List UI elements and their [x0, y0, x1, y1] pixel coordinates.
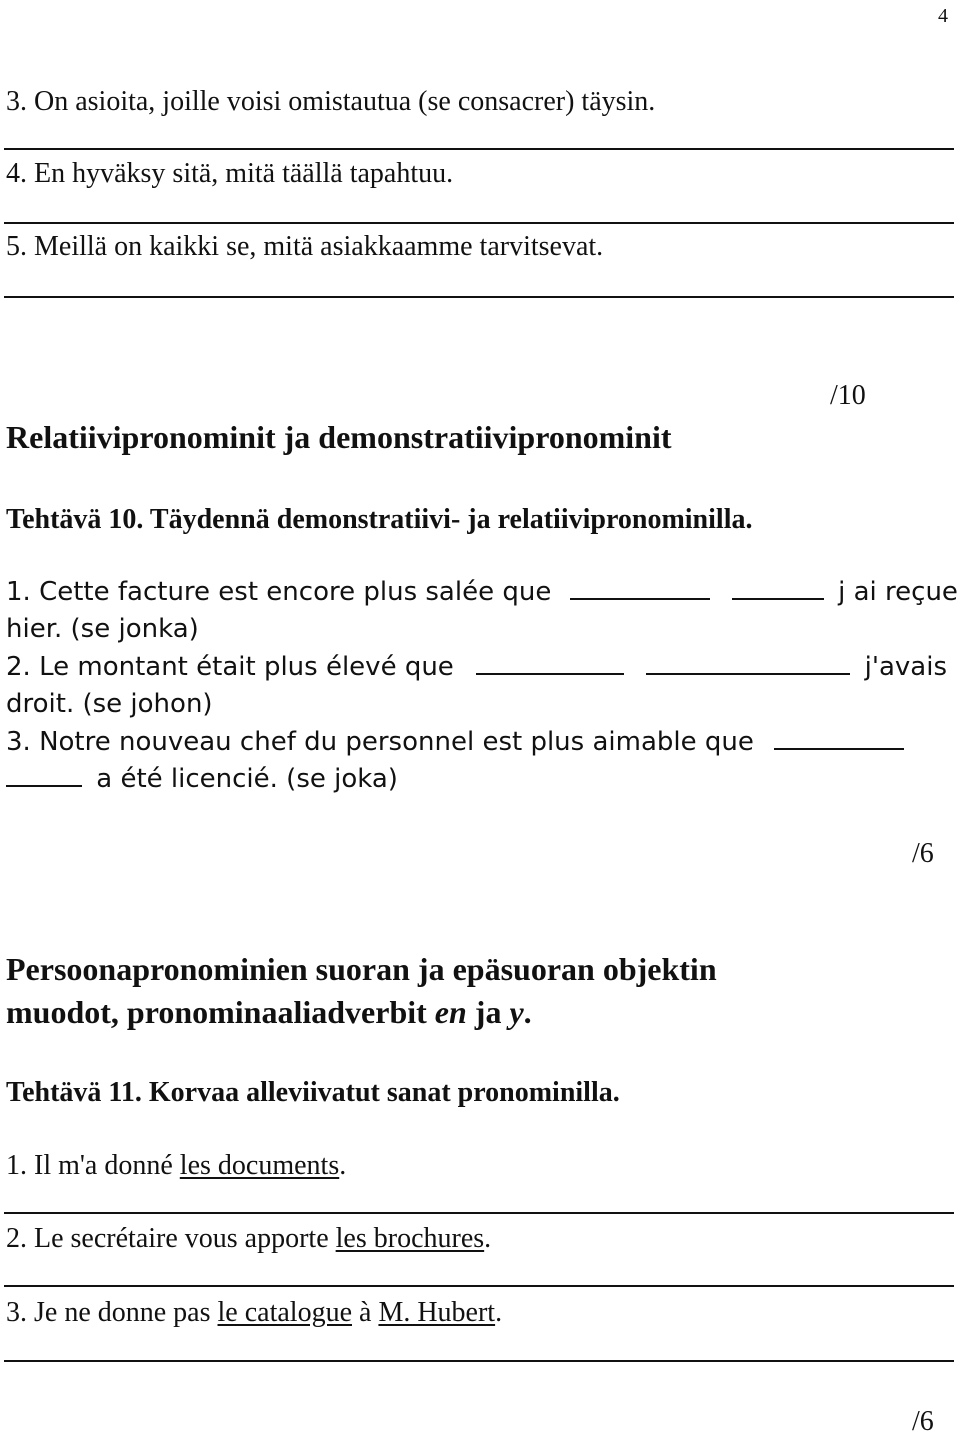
- section-title: Persoonapronominien suoran ja epäsuoran objektin: [6, 951, 717, 987]
- fill-item-1-continuation: hier. (se jonka): [6, 614, 199, 644]
- task-title: Tehtävä 11. Korvaa alleviivatut sanat pronominilla.: [6, 1077, 620, 1108]
- section-score: /6: [912, 838, 934, 869]
- exercise-item-4: 4. En hyväksy sitä, mitä täällä tapahtuu.: [6, 158, 454, 189]
- exercise-item-3: 3. Je ne donne pas le catalogue à M. Hubert.: [6, 1297, 503, 1328]
- underlined-phrase: M. Hubert: [378, 1297, 496, 1328]
- blank-field[interactable]: [570, 597, 710, 600]
- fill-item-text: 2. Le montant était plus élevé que: [6, 652, 454, 682]
- underlined-phrase: les brochures: [335, 1223, 485, 1254]
- fill-item-text: a été licencié. (se joka): [96, 764, 398, 794]
- fill-item-2: [6, 651, 947, 683]
- fill-item-text: j ai reçue: [838, 577, 958, 607]
- underlined-phrase: les documents: [179, 1150, 340, 1181]
- section-score: /6: [912, 1406, 934, 1437]
- fill-item-1: [6, 576, 958, 608]
- fill-item-3: [6, 726, 904, 758]
- blank-field[interactable]: [6, 784, 82, 787]
- blank-field[interactable]: [732, 597, 824, 600]
- underlined-phrase: le catalogue: [217, 1297, 352, 1328]
- section-title: Relatiivipronominit ja demonstratiivipronominit: [6, 419, 672, 455]
- fill-item-3-continuation: [6, 763, 398, 795]
- answer-line: [4, 296, 954, 298]
- exercise-item-5: 5. Meillä on kaikki se, mitä asiakkaamme tarvitsevat.: [6, 231, 604, 262]
- task-title: Tehtävä 10. Täydennä demonstratiivi- ja relatiivipronominilla.: [6, 504, 753, 535]
- section-title-line2: muodot, pronominaaliadverbit en ja y.: [6, 994, 532, 1030]
- exercise-item-2: 2. Le secrétaire vous apporte les brochures.: [6, 1223, 492, 1254]
- blank-field[interactable]: [476, 672, 624, 675]
- blank-field[interactable]: [646, 672, 850, 675]
- fill-item-text: 1. Cette facture est encore plus salée que: [6, 577, 552, 607]
- answer-line: [4, 1285, 954, 1287]
- fill-item-text: j'avais: [864, 652, 948, 682]
- answer-line: [4, 148, 954, 150]
- exercise-item-1: 1. Il m'a donné les documents.: [6, 1150, 347, 1181]
- answer-line: [4, 222, 954, 224]
- exercise-item-3: 3. On asioita, joille voisi omistautua (se consacrer) täysin.: [6, 86, 656, 117]
- answer-line: [4, 1360, 954, 1362]
- answer-line: [4, 1212, 954, 1214]
- page-number: 4: [938, 5, 948, 27]
- section-score: /10: [830, 380, 866, 411]
- fill-item-text: 3. Notre nouveau chef du personnel est plus aimable que: [6, 727, 754, 757]
- fill-item-2-continuation: droit. (se johon): [6, 689, 213, 719]
- blank-field[interactable]: [774, 747, 904, 750]
